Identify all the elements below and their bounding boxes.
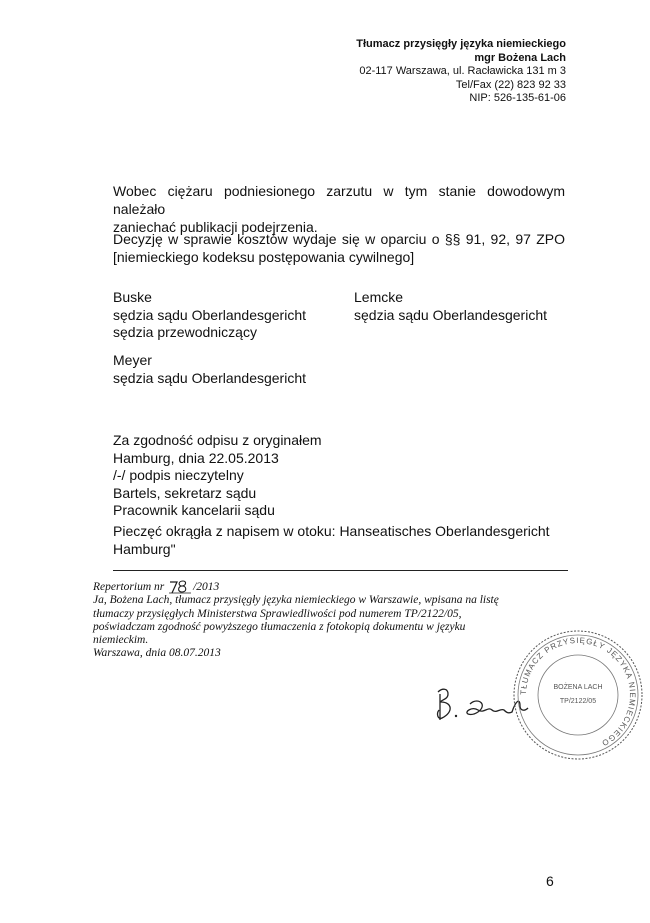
signatory-lemcke [354,289,547,324]
translator-stamp-icon [508,625,648,765]
seal-line: Pieczęć okrągła z napisem w otoku: Hanseatisches Oberlandesgericht [113,523,550,539]
repertorium-suffix: /2013 [193,581,220,593]
certification-line: Za zgodność odpisu z oryginałem [113,432,322,448]
signatory-buske [113,289,306,342]
signatory-role: sędzia sądu Oberlandesgericht [113,369,307,386]
stamp-name: BOŻENA LACH [553,684,603,691]
signatory-role: sędzia sądu Oberlandesgericht [354,306,548,323]
signatory-role: sędzia przewodniczący [113,324,257,340]
copy-certification [113,432,322,520]
divider [113,570,568,571]
paragraph-publication [113,182,565,236]
seal-line: Hamburg" [113,540,176,557]
translator-header [266,38,566,106]
seal-description [113,523,550,558]
stamp-number: TP/2122/05 [559,698,597,705]
translator-address: 02-117 Warszawa, ul. Racławicka 131 m 3 [359,65,566,78]
certification-line: Pracownik kancelarii sądu [113,502,275,518]
page-number: 6 [546,873,554,889]
certificate-line: poświadczam zgodność powyższego tłumaczenia z fotokopią dokumentu w języku [93,620,466,633]
signatory-meyer [113,352,306,387]
svg-text:TŁUMACZ PRZYSIĘGŁY JĘZYKA NIEM [519,636,637,748]
paragraph-line: zaniechać publikacji podejrzenia. [113,219,318,235]
signatory-name: Meyer [113,352,152,368]
signatory-role: sędzia sądu Oberlandesgericht [113,306,307,323]
translator-nip: NIP: 526-135-61-06 [469,92,566,105]
certification-line: Hamburg, dnia 22.05.2013 [113,449,279,466]
handwritten-number-icon [167,578,193,594]
repertorium-line [93,578,563,594]
translator-title: Tłumacz przysięgły języka niemieckiego [356,38,566,50]
certification-line: /-/ podpis nieczytelny [113,467,244,483]
signatory-name: Lemcke [354,289,404,305]
paragraph-line: [niemieckiego kodeksu postępowania cywilnego] [113,249,415,265]
paragraph-line: Wobec ciężaru podniesionego zarzutu w tym stanie dowodowym należało [113,183,565,217]
translator-phone: Tel/Fax (22) 823 92 33 [455,78,566,91]
translator-certificate [93,578,563,661]
stamp-ring-text: TŁUMACZ PRZYSIĘGŁY JĘZYKA NIEMIECKIEGO [518,635,638,749]
certification-line: Bartels, sekretarz sądu [113,484,257,501]
paragraph-line: Decyzję w sprawie kosztów wydaje się w oparciu o §§ 91, 92, 97 ZPO [113,231,565,247]
certificate-line: tłumaczy przysięgłych Ministerstwa Sprawiedliwości pod numerem TP/2122/05, [93,607,462,620]
certificate-line: niemieckim. [93,634,149,647]
signatory-name: Buske [113,289,152,305]
translator-name: mgr Bożena Lach [474,51,566,64]
paragraph-costs [113,230,565,266]
repertorium-label: Repertorium nr [93,581,165,593]
certificate-place-date: Warszawa, dnia 08.07.2013 [93,647,221,660]
certificate-line: Ja, Bożena Lach, tłumacz przysięgły języka niemieckiego w Warszawie, wpisana na listę [93,594,499,607]
